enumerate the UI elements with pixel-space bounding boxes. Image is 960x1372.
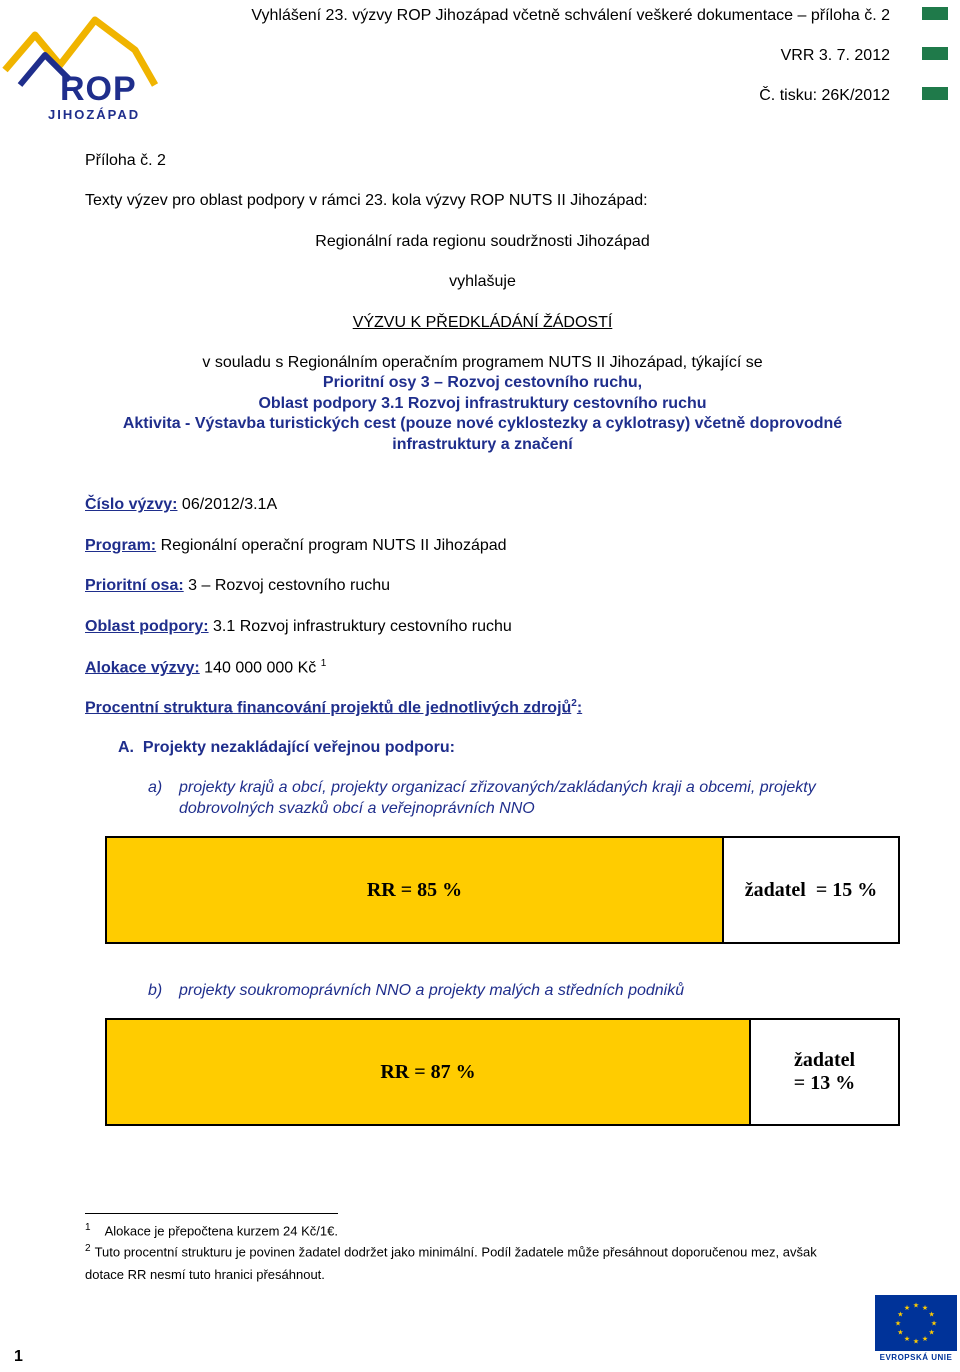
priority-axis-field <box>85 577 390 595</box>
eu-star-icon: ★ <box>897 1329 904 1337</box>
priloha-label: Příloha č. 2 <box>85 152 166 169</box>
rop-logo-name: ROP <box>60 70 137 108</box>
eu-star-icon: ★ <box>912 1302 920 1310</box>
eu-star-icon: ★ <box>921 1336 929 1344</box>
eu-stars-icon <box>875 1295 957 1351</box>
eu-star-icon: ★ <box>930 1320 938 1328</box>
item-b-text: projekty soukromoprávních NNO a projekty malých a středních podniků <box>179 982 685 999</box>
structure-heading-colon: : <box>576 699 583 717</box>
page-number: 1 <box>14 1348 23 1365</box>
program-label: Program: <box>85 537 157 554</box>
eu-star-icon: ★ <box>928 1329 935 1337</box>
eu-star-icon: ★ <box>912 1338 920 1346</box>
section-a-heading: A. Projekty nezakládající veřejnou podporu: <box>118 739 455 756</box>
accordance-text: v souladu s Regionálním operačním programem NUTS II Jihozápad, týkající se <box>202 354 763 371</box>
footnote-ref-2: 2 <box>571 698 577 709</box>
financing-box-a <box>105 836 900 944</box>
applicant-share-a <box>722 838 898 942</box>
footnote-2 <box>85 1243 817 1259</box>
call-number-value: 06/2012/3.1A <box>177 496 278 513</box>
priority-axis-value: 3 – Rozvoj cestovního ruchu <box>183 577 391 594</box>
item-a-marker: a) <box>148 779 163 796</box>
eu-star-icon: ★ <box>897 1311 904 1319</box>
rr-share-a <box>107 838 722 942</box>
footnote-2-mark: 2 <box>85 1243 91 1254</box>
rr-share-b <box>107 1020 749 1124</box>
vyhlasuje-text: vyhlašuje <box>449 273 516 290</box>
structure-heading-text: Procentní struktura financování projektů dle jednotlivých zdrojů <box>85 699 572 717</box>
allocation-value: 140 000 000 Kč <box>199 659 321 677</box>
footnote-1-text: Alokace je přepočtena kurzem 24 Kč/1€. <box>104 1223 338 1239</box>
support-area-value: 3.1 Rozvoj infrastruktury cestovního ruchu <box>208 618 512 635</box>
footnote-ref-1: 1 <box>320 658 327 669</box>
eu-star-icon: ★ <box>894 1320 902 1328</box>
eu-star-icon: ★ <box>921 1304 929 1312</box>
rr-share-b-label: RR = 87 % <box>380 1060 476 1083</box>
program-field <box>85 537 507 555</box>
support-line: Oblast podpory 3.1 Rozvoj infrastruktury cestovního ruchu <box>258 395 707 412</box>
support-area-label: Oblast podpory: <box>85 618 209 635</box>
activity-line-1: Aktivita - Výstavba turistických cest (pouze nové cyklostezky a cyklotrasy) včetně doprovodné <box>122 415 843 432</box>
green-square-3 <box>922 87 948 100</box>
footnote-1-mark: 1 <box>85 1222 91 1233</box>
priority-axis-label: Prioritní osa: <box>85 577 184 594</box>
rop-logo <box>0 10 165 125</box>
header-line-2: VRR 3. 7. 2012 <box>780 47 890 64</box>
item-a-line-2: dobrovolných svazků obcí a veřejnoprávních NNO <box>179 800 535 817</box>
allocation-label: Alokace výzvy: <box>85 659 200 677</box>
footnote-separator <box>85 1213 338 1214</box>
eu-star-icon: ★ <box>903 1304 911 1312</box>
header-line-3: Č. tisku: 26K/2012 <box>759 87 890 104</box>
call-number-label: Číslo výzvy: <box>85 496 178 513</box>
applicant-share-b-line-2: = 13 % <box>793 1072 856 1094</box>
call-number-field <box>85 496 277 514</box>
eu-star-icon: ★ <box>928 1311 935 1319</box>
footnote-2-text: Tuto procentní strukturu je povinen žadatel dodržet jako minimální. Podíl žadatele může přesáhnout doporučenou mez, avšak <box>94 1244 817 1260</box>
applicant-share-b <box>749 1020 898 1124</box>
council-name: Regionální rada regionu soudržnosti Jihozápad <box>315 233 650 250</box>
activity-line-2: infrastruktury a značení <box>392 436 573 453</box>
eu-star-icon: ★ <box>903 1336 911 1344</box>
applicant-share-b-line-1: žadatel <box>793 1049 856 1071</box>
applicant-share-a-label: žadatel = 15 % <box>744 878 878 901</box>
intro-text: Texty výzev pro oblast podpory v rámci 23. kola výzvy ROP NUTS II Jihozápad: <box>85 192 648 209</box>
item-b-marker: b) <box>148 982 163 999</box>
green-square-1 <box>922 7 948 20</box>
eu-flag <box>875 1295 957 1351</box>
support-area-field <box>85 618 512 636</box>
priority-line: Prioritní osy 3 – Rozvoj cestovního ruchu, <box>322 374 643 391</box>
financing-box-b <box>105 1018 900 1126</box>
eu-label: EVROPSKÁ UNIE <box>879 1353 953 1362</box>
footnote-1 <box>85 1222 338 1238</box>
program-value: Regionální operační program NUTS II Jihozápad <box>156 537 507 554</box>
rop-logo-subtitle: JIHOZÁPAD <box>48 107 141 122</box>
allocation-field <box>85 658 326 677</box>
item-a-line-1: projekty krajů a obcí, projekty organizací zřizovaných/zakládaných kraji a obcemi, projekty <box>179 779 816 796</box>
header-line-1: Vyhlášení 23. výzvy ROP Jihozápad včetně schválení veškeré dokumentace – příloha č. 2 <box>251 7 890 24</box>
structure-heading <box>85 698 582 717</box>
footnote-2-continued: dotace RR nesmí tuto hranici přesáhnout. <box>85 1267 325 1282</box>
green-square-2 <box>922 47 948 60</box>
rr-share-a-label: RR = 85 % <box>366 878 463 901</box>
call-title: VÝZVU K PŘEDKLÁDÁNÍ ŽÁDOSTÍ <box>352 314 613 331</box>
